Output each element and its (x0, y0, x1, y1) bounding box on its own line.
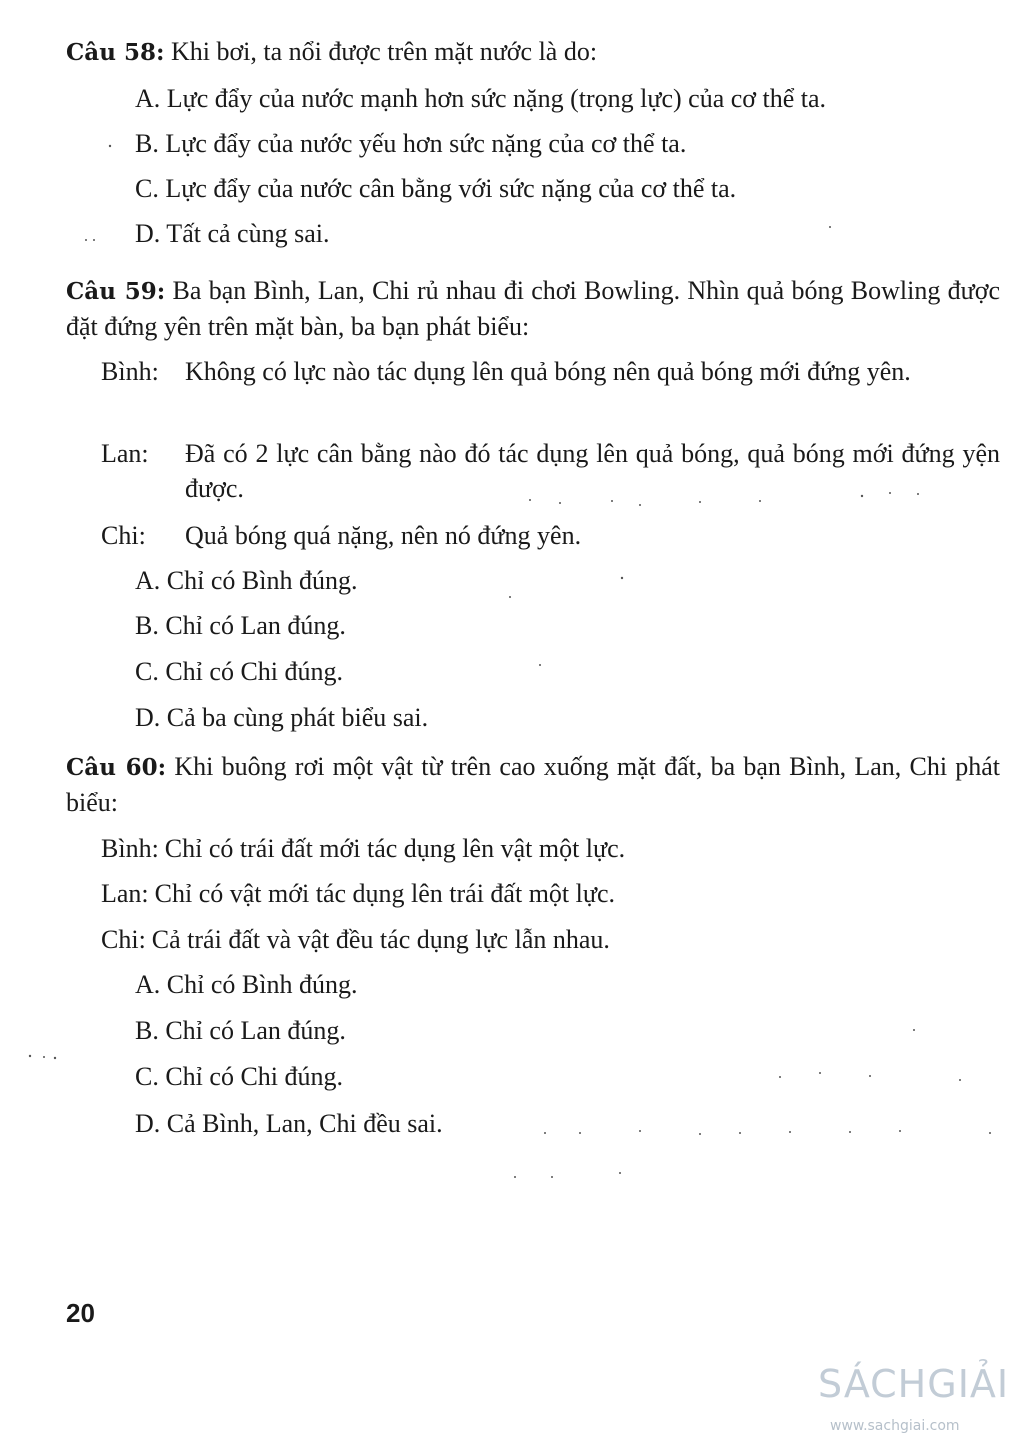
watermark-url: www.sachgiai.com (830, 1418, 960, 1434)
watermark-logo (818, 1362, 1024, 1442)
option-c: C. Lực đẩy của nước cân bằng với sức nặng của cơ thể ta. (135, 174, 737, 203)
question-text: Ba bạn Bình, Lan, Chi rủ nhau đi chơi Bowling. Nhìn quả bóng Bowling được đặt đứng yên trên mặt bàn, ba bạn phát biểu: (66, 276, 1001, 341)
statement-chi (101, 518, 1000, 553)
statement-text: Quả bóng quá nặng, nên nó đứng yên. (185, 521, 582, 550)
option-d: D. Cả ba cùng phát biểu sai. (135, 703, 429, 732)
statement-text: Không có lực nào tác dụng lên quả bóng nên quả bóng mới đứng yên. (185, 357, 911, 386)
question-60 (66, 749, 1000, 820)
question-text: Khi buông rơi một vật từ trên cao xuống mặt đất, ba bạn Bình, Lan, Chi phát biểu: (66, 752, 1001, 817)
option-c: C. Chỉ có Chi đúng. (135, 657, 344, 686)
statement-binh (101, 354, 1000, 389)
question-58 (66, 34, 1000, 70)
statement-binh (101, 831, 1000, 866)
statement-text: Chỉ có trái đất mới tác dụng lên vật một lực. (164, 834, 626, 863)
question-59 (66, 273, 1000, 344)
option-a: A. Lực đẩy của nước mạnh hơn sức nặng (trọng lực) của cơ thể ta. (135, 84, 827, 113)
question-label: Câu 59: (66, 278, 166, 305)
option-d: D. Cả Bình, Lan, Chi đều sai. (135, 1109, 443, 1138)
question-text: Khi bơi, ta nổi được trên mặt nước là do: (170, 37, 598, 66)
speaker-name: Chi: (101, 521, 146, 550)
option-b: B. Lực đẩy của nước yếu hơn sức nặng của cơ thể ta. (135, 129, 687, 158)
speaker-name: Lan: (101, 439, 149, 468)
question-label: Câu 58: (66, 39, 165, 66)
option-b: B. Chỉ có Lan đúng. (135, 1016, 346, 1045)
statement-text: Cả trái đất và vật đều tác dụng lực lẫn nhau. (151, 925, 610, 954)
speaker-name: Bình: (101, 834, 159, 863)
statement-chi (101, 922, 1000, 957)
option-a: A. Chỉ có Bình đúng. (135, 566, 358, 595)
statement-lan (101, 436, 1000, 506)
speaker-name: Lan: (101, 879, 149, 908)
option-a: A. Chỉ có Bình đúng. (135, 970, 358, 999)
speaker-name: Chi: (101, 925, 146, 954)
statement-lan (101, 876, 1000, 911)
option-b: B. Chỉ có Lan đúng. (135, 611, 346, 640)
watermark-brand: SÁCHGIẢI (818, 1362, 1010, 1406)
statement-text: Chỉ có vật mới tác dụng lên trái đất một lực. (154, 879, 616, 908)
question-label: Câu 60: (66, 754, 167, 781)
statement-text: Đã có 2 lực cân bằng nào đó tác dụng lên quả bóng, quả bóng mới đứng yện được. (185, 439, 1000, 503)
option-c: C. Chỉ có Chi đúng. (135, 1062, 344, 1091)
option-d: D. Tất cả cùng sai. (135, 219, 330, 248)
speaker-name: Bình: (101, 357, 159, 386)
page-number: 20 (66, 1298, 95, 1328)
